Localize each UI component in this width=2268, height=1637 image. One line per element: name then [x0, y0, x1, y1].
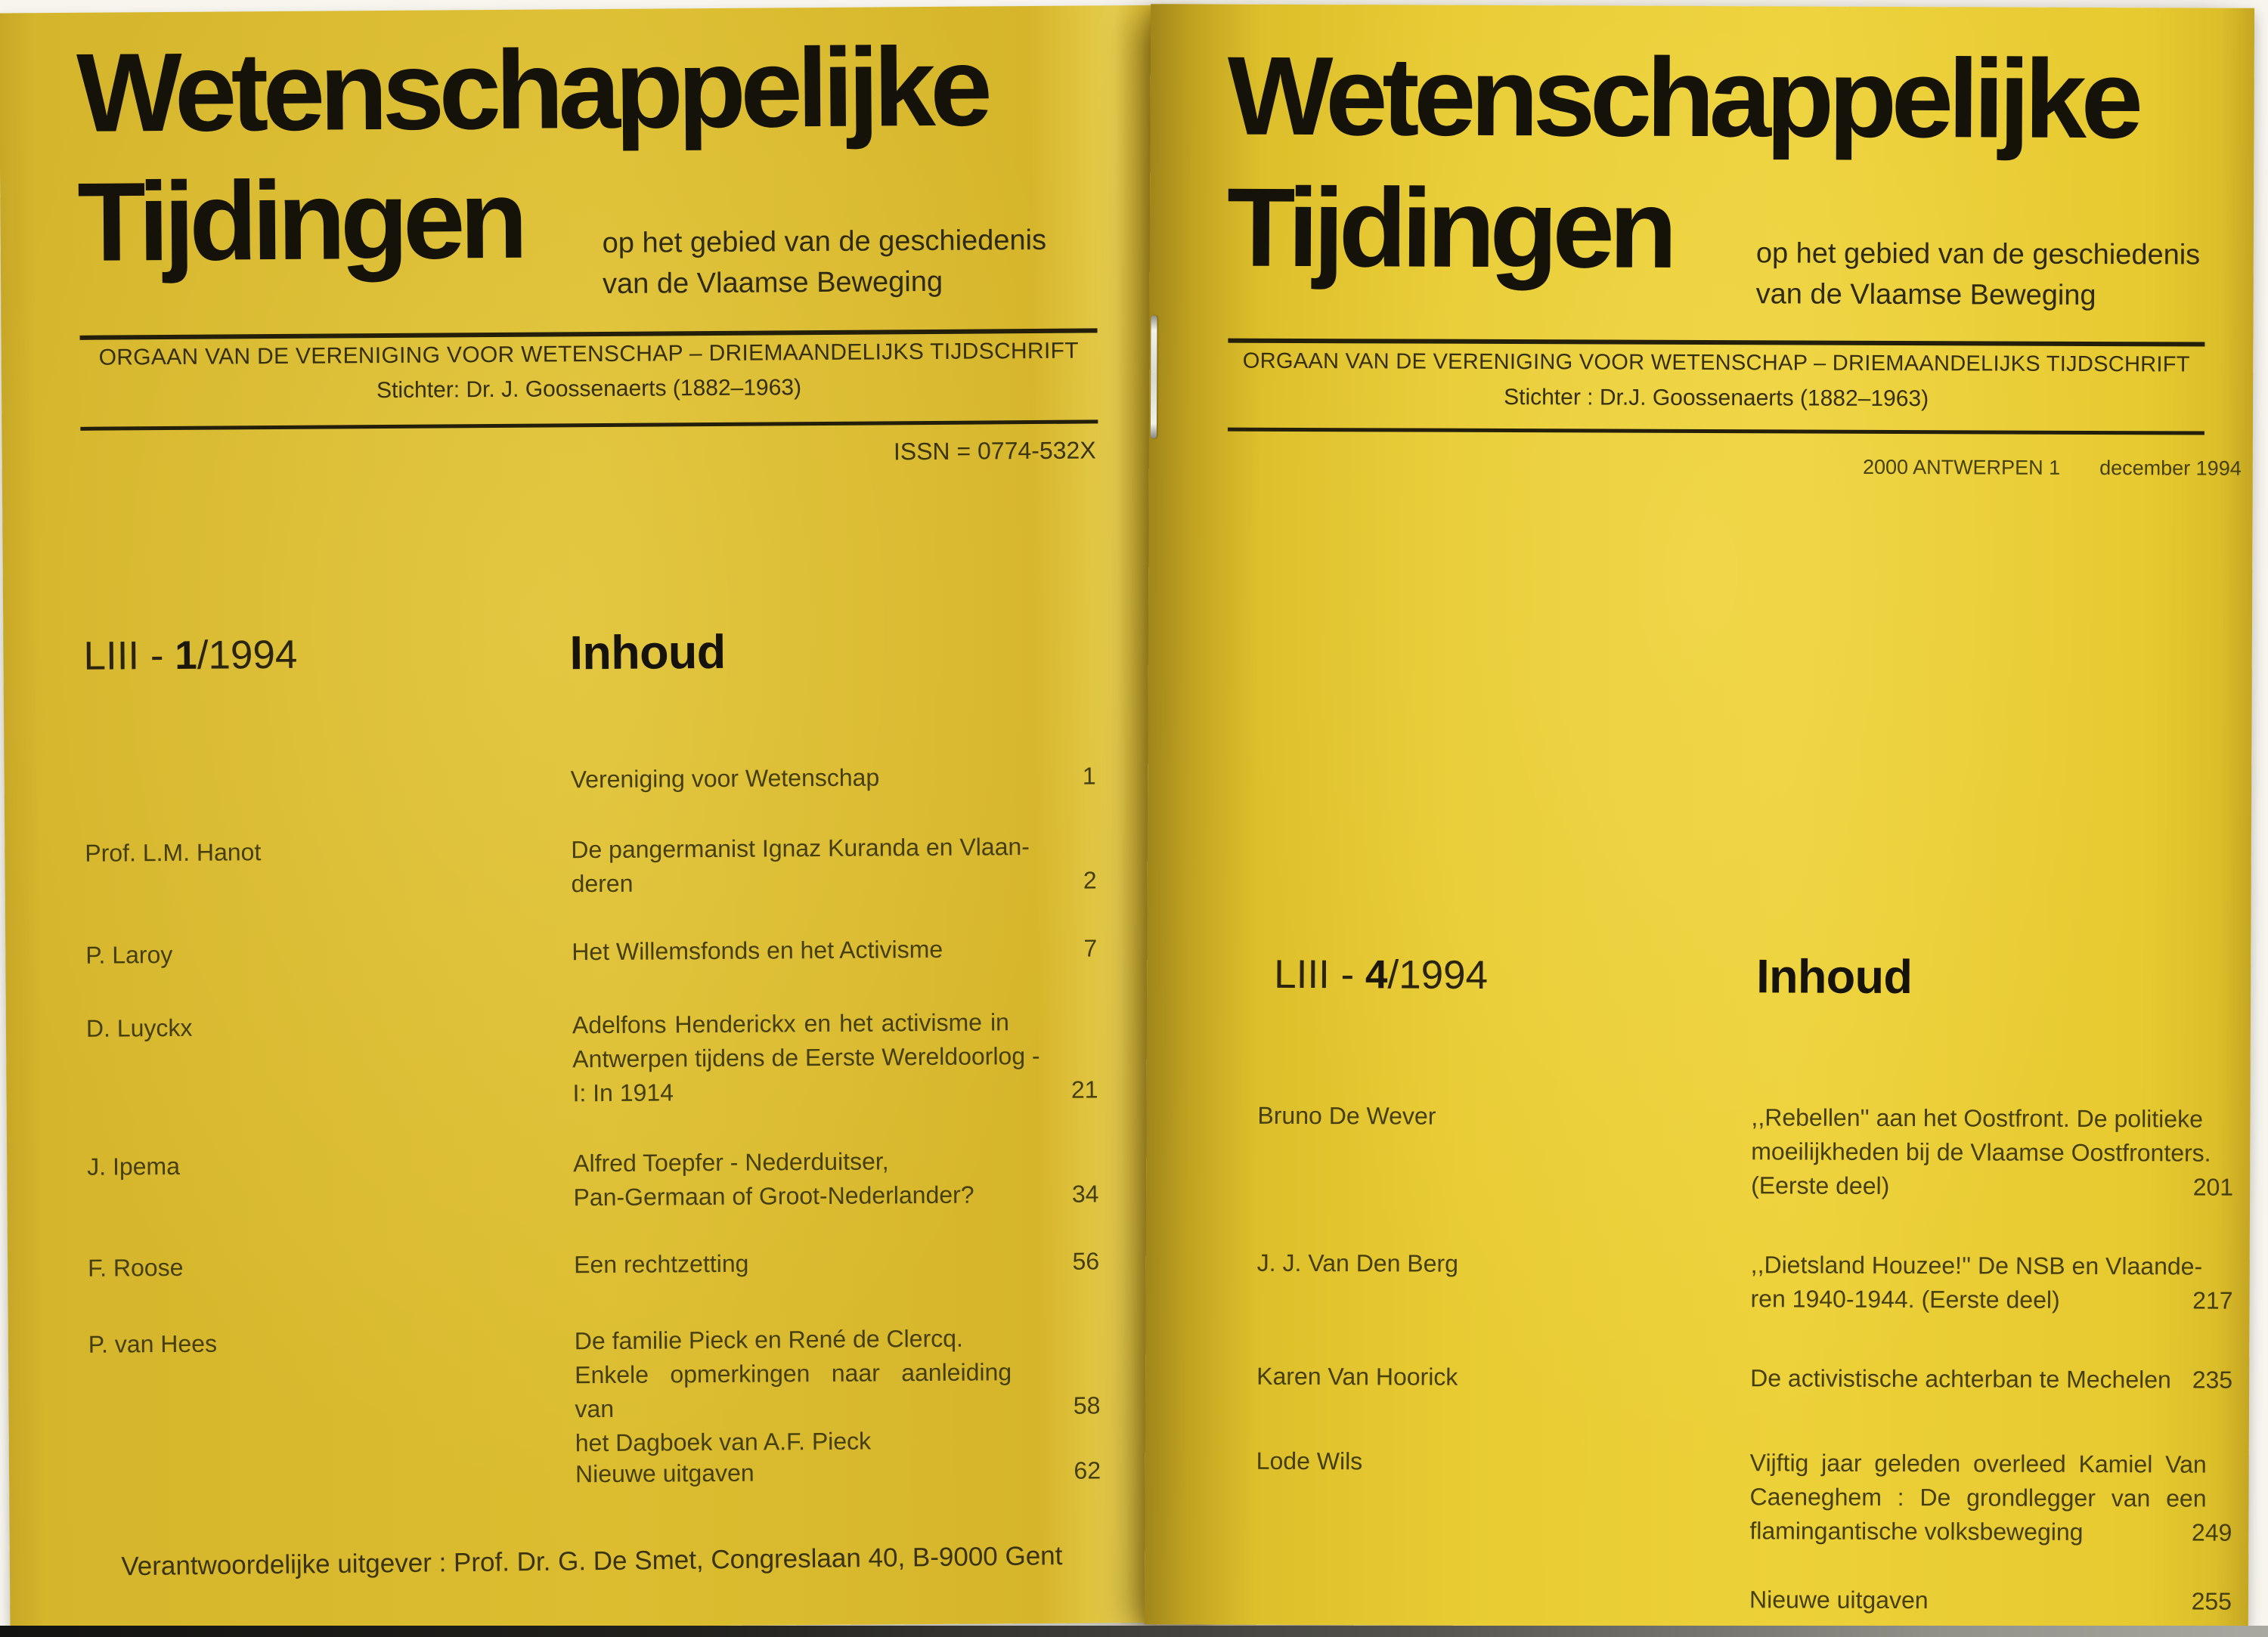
toc-row — [8, 1320, 1207, 1457]
toc-title-line: I: In 1914 — [572, 1078, 674, 1107]
issue-number: 4 — [1365, 952, 1388, 998]
toc-page-number: 235 — [2192, 1366, 2233, 1394]
toc-title-line: Enkele opmerkingen naar aanleiding van — [575, 1358, 1012, 1423]
journal-title-line2: Tijdingen — [1226, 165, 1672, 292]
toc-page-number: 1 — [1082, 762, 1096, 790]
toc-title — [574, 1245, 1011, 1282]
toc-title-line: moeilijkheden bij de Vlaamse Oostfronters. — [1751, 1137, 2211, 1167]
organ-line: ORGAAN VAN DE VERENIGING VOOR WETENSCHAP – DRIEMAANDELIJKS TIJDSCHRIFT — [1242, 348, 2190, 377]
toc-author: J. J. Van Den Berg — [1256, 1249, 1458, 1277]
table-edge-shadow — [0, 1626, 2268, 1637]
toc-title — [1750, 1248, 2207, 1317]
toc-title-line: Pan-Germaan of Groot-Nederlander? — [573, 1181, 974, 1212]
toc-title-line: Nieuwe uitgaven — [1749, 1586, 1929, 1614]
toc-title — [571, 830, 1030, 901]
toc-row — [6, 1004, 1205, 1107]
toc-page-number: 201 — [2192, 1173, 2234, 1201]
toc-title — [570, 760, 1007, 797]
journal-subtitle-line1: op het gebied van de geschiedenis — [1755, 237, 2201, 271]
volume-suffix: /1994 — [197, 632, 298, 678]
journal-title-line1: Wetenschappelijke — [76, 24, 987, 156]
issue-number: 1 — [175, 633, 197, 678]
toc-title-line: Vijftig jaar geleden overleed Kamiel Van — [1749, 1449, 2207, 1478]
toc-row — [1145, 1580, 2248, 1615]
toc-row — [5, 758, 1204, 794]
journal-cover-issue-4-1994 — [1145, 4, 2254, 1629]
imprint-date: december 1994 — [2099, 456, 2242, 480]
toc-title — [573, 1143, 1011, 1215]
toc-row — [1145, 1444, 2249, 1546]
toc-title — [1749, 1446, 2207, 1549]
toc-title — [1749, 1583, 2206, 1618]
contents-heading: Inhoud — [569, 625, 726, 680]
toc-title — [1750, 1361, 2207, 1397]
toc-row — [1147, 1098, 2251, 1201]
toc-page-number: 34 — [1071, 1180, 1099, 1208]
toc-author: P. Laroy — [85, 940, 173, 969]
toc-page-number: 56 — [1072, 1247, 1100, 1275]
toc-page-number: 21 — [1070, 1075, 1098, 1103]
journal-cover-issue-1-1994 — [0, 5, 1209, 1630]
toc-author: Prof. L.M. Hanot — [85, 838, 262, 867]
toc-title-line: Het Willemsfonds en het Activisme — [572, 935, 943, 966]
toc-author: J. Ipema — [87, 1152, 181, 1181]
journal-title-line2: Tijdingen — [76, 156, 523, 285]
imprint-place: 2000 ANTWERPEN 1 — [1862, 455, 2061, 479]
issn-line: ISSN = 0774-532X — [893, 436, 1096, 466]
toc-title — [575, 1321, 1012, 1460]
toc-author: D. Luyckx — [85, 1013, 193, 1042]
toc-title-line: deren — [571, 869, 634, 898]
toc-title-line: Nieuwe uitgaven — [575, 1459, 754, 1488]
toc-page-number: 2 — [1083, 866, 1097, 894]
toc-page-number: 62 — [1074, 1456, 1101, 1484]
table-of-contents — [0, 5, 1209, 1630]
toc-author: Karen Van Hoorick — [1256, 1362, 1458, 1391]
toc-title-line: het Dagboek van A.F. Pieck — [575, 1427, 872, 1457]
toc-page-number: 249 — [2191, 1518, 2232, 1546]
toc-row — [1146, 1246, 2250, 1314]
toc-title-line: flamingantische volksbeweging — [1749, 1517, 2084, 1546]
volume-prefix: LIII - — [83, 633, 175, 679]
toc-row — [5, 930, 1204, 969]
founder-line: Stichter: Dr. J. Goossenaerts (1882–1963) — [376, 375, 802, 404]
toc-title — [572, 1005, 1040, 1110]
journal-title-line1: Wetenschappelijke — [1227, 33, 2138, 162]
toc-title-line: ,,Dietsland Houzee!'' De NSB en Vlaande- — [1750, 1251, 2203, 1280]
publisher-line: Verantwoordelijke uitgever : Prof. Dr. G. De Smet, Congreslaan 40, B-9000 Gent — [121, 1541, 1063, 1582]
toc-author: Lode Wils — [1256, 1447, 1363, 1475]
toc-title-line: Caeneghem : De grondlegger van een — [1749, 1483, 2207, 1512]
toc-author: P. van Hees — [88, 1329, 218, 1358]
toc-title-line: Antwerpen tijdens de Eerste Wereldoorlog - — [572, 1041, 1040, 1073]
toc-row — [7, 1142, 1206, 1212]
toc-row — [8, 1243, 1207, 1282]
toc-title-line: ,,Rebellen'' aan het Oostfront. De politieke — [1751, 1103, 2203, 1133]
toc-title — [1751, 1100, 2211, 1204]
journal-subtitle-line1: op het gebied van de geschiedenis — [602, 224, 1047, 259]
toc-row — [1145, 1359, 2249, 1394]
organ-line: ORGAAN VAN DE VERENIGING VOOR WETENSCHAP – DRIEMAANDELIJKS TIJDSCHRIFT — [98, 338, 1079, 370]
contents-heading: Inhoud — [1756, 950, 1913, 1004]
toc-title-line: ren 1940-1944. (Eerste deel) — [1750, 1285, 2060, 1314]
toc-row — [5, 828, 1204, 898]
toc-page-number: 58 — [1073, 1391, 1101, 1419]
toc-title — [575, 1454, 1012, 1491]
toc-title-line: Vereniging voor Wetenschap — [570, 763, 880, 794]
volume-prefix: LIII - — [1274, 952, 1366, 998]
founder-line: Stichter : Dr.J. Goossenaerts (1882–1963) — [1504, 385, 1929, 412]
toc-author: F. Roose — [88, 1253, 184, 1282]
journal-subtitle-line2: van de Vlaamse Beweging — [602, 265, 943, 300]
toc-page-number: 217 — [2192, 1286, 2233, 1314]
toc-title-line: Een rechtzetting — [574, 1249, 749, 1279]
toc-title-line: Alfred Toepfer - Nederduitser, — [573, 1147, 889, 1177]
toc-page-number: 7 — [1083, 934, 1098, 962]
toc-title-line: De pangermanist Ignaz Kuranda en Vlaan- — [571, 833, 1030, 864]
toc-title-line: Adelfons Henderickx en het activisme in — [572, 1008, 1010, 1039]
toc-title-line: De familie Pieck en René de Clercq. — [574, 1324, 963, 1355]
toc-author: Bruno De Wever — [1257, 1101, 1436, 1130]
toc-page-number: 255 — [2191, 1587, 2232, 1615]
volume-suffix: /1994 — [1387, 952, 1489, 998]
toc-title-line: (Eerste deel) — [1751, 1171, 1890, 1199]
table-of-contents — [1145, 4, 2254, 1629]
journal-subtitle-line2: van de Vlaamse Beweging — [1755, 278, 2096, 312]
toc-title — [572, 932, 1009, 969]
toc-title-line: De activistische achterban te Mechelen — [1750, 1364, 2171, 1394]
